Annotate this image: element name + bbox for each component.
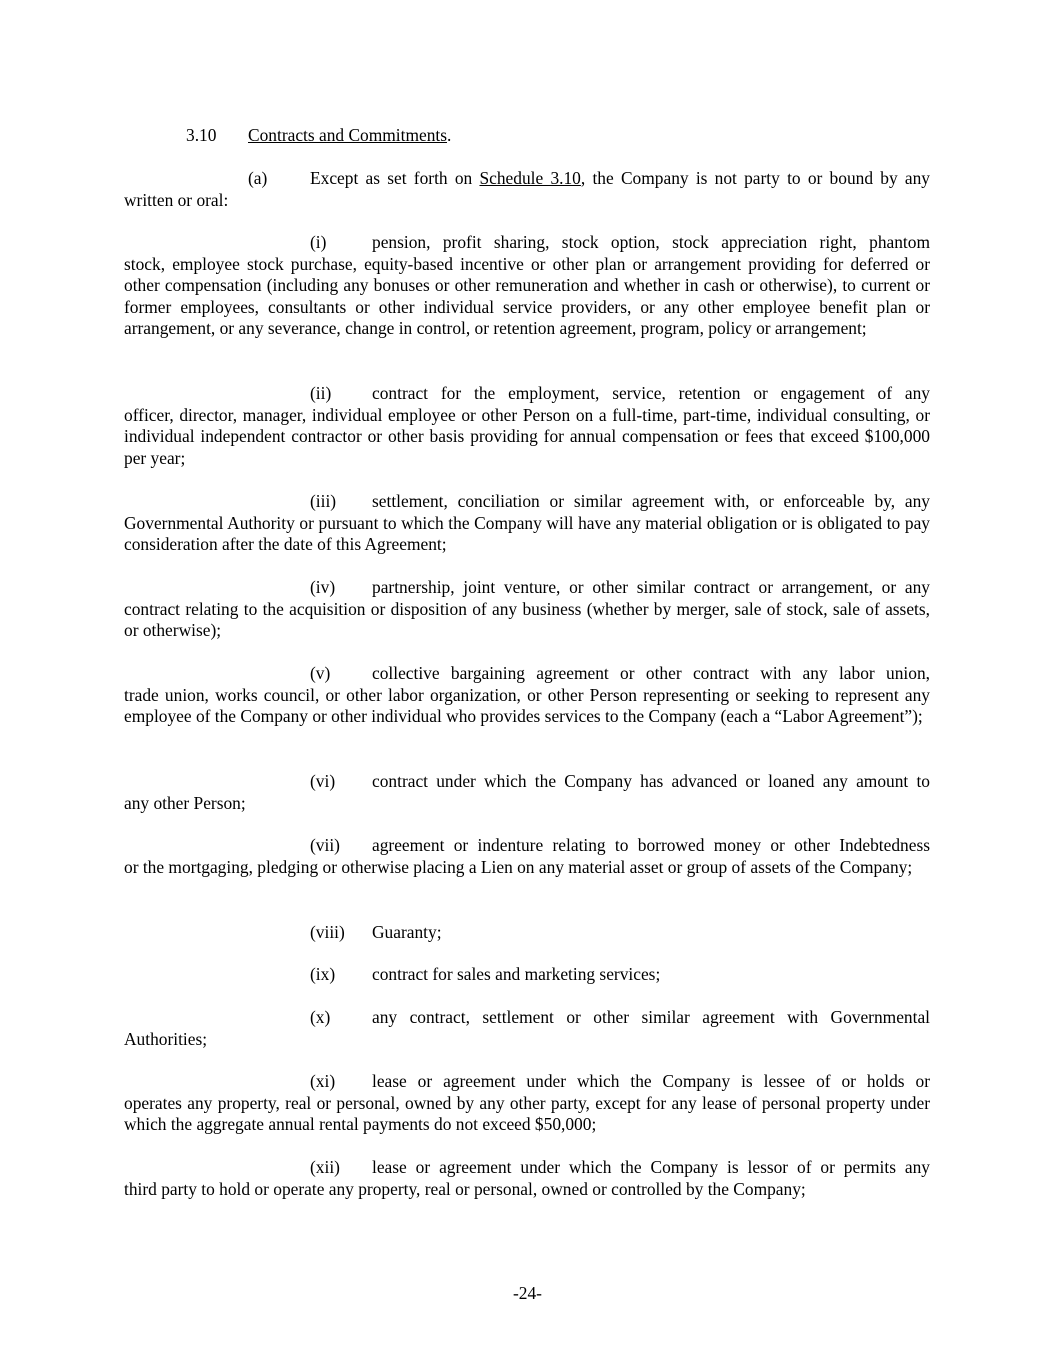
item-first-line: agreement or indenture relating to borrowed money or other Indebtedness xyxy=(372,835,930,855)
section-title xyxy=(248,125,451,147)
item-label: (iii) xyxy=(310,491,337,511)
section-number: 3.10 xyxy=(186,125,217,145)
item-first-line: lease or agreement under which the Company is lessor of or permits any xyxy=(372,1157,930,1177)
item-xii xyxy=(124,1157,930,1200)
intro-text-before: Except as set forth on xyxy=(310,168,480,188)
item-continuation: Authorities; xyxy=(124,1028,208,1049)
item-first-line: partnership, joint venture, or other similar contract or arrangement, or any xyxy=(372,577,930,597)
item-first-line: contract for sales and marketing services; xyxy=(372,964,661,984)
item-label: (i) xyxy=(310,232,327,252)
item-continuation: any other Person; xyxy=(124,792,246,813)
item-i xyxy=(124,232,930,340)
item-viii xyxy=(124,922,930,944)
item-continuation: contract relating to the acquisition or disposition of any business (whether by merger, sale of stock, sale of assets, or otherwise); xyxy=(124,598,930,641)
section-title-punct: . xyxy=(447,125,452,145)
item-label: (vii) xyxy=(310,835,340,855)
item-ix xyxy=(124,964,930,986)
item-xi xyxy=(124,1071,930,1136)
intro-label: (a) xyxy=(248,168,268,188)
item-ii xyxy=(124,383,930,469)
item-first-line: pension, profit sharing, stock option, stock appreciation right, phantom xyxy=(372,232,930,252)
item-first-line: collective bargaining agreement or other contract with any labor union, xyxy=(372,663,930,683)
item-label: (iv) xyxy=(310,577,336,597)
item-continuation: third party to hold or operate any property, real or personal, owned or controlled by the Company; xyxy=(124,1178,806,1199)
intro-paragraph xyxy=(124,168,930,211)
section-title-text: Contracts and Commitments xyxy=(248,125,448,145)
item-label: (v) xyxy=(310,663,331,683)
item-first-line: any contract, settlement or other similar agreement with Governmental xyxy=(372,1007,930,1027)
item-first-line: lease or agreement under which the Company is lessee of or holds or xyxy=(372,1071,930,1091)
item-vi xyxy=(124,771,930,814)
item-label: (ii) xyxy=(310,383,332,403)
item-label: (ix) xyxy=(310,964,336,984)
intro-text-after: , the Company is not party to or bound by any xyxy=(580,168,930,188)
page-number: -24- xyxy=(513,1283,542,1303)
item-first-line: Guaranty; xyxy=(372,922,442,942)
item-vii xyxy=(124,835,930,878)
item-label: (x) xyxy=(310,1007,331,1027)
item-x xyxy=(124,1007,930,1050)
item-continuation: operates any property, real or personal, owned by any other party, except for any lease of personal property under which the aggregate annual rental payments do not exceed $50,000; xyxy=(124,1092,930,1135)
item-v xyxy=(124,663,930,728)
item-iii xyxy=(124,491,930,556)
item-first-line: contract for the employment, service, retention or engagement of any xyxy=(372,383,930,403)
intro-first-line xyxy=(310,168,930,190)
item-continuation: Governmental Authority or pursuant to which the Company will have any material obligation or is obligated to pay consideration after the date of this Agreement; xyxy=(124,512,930,555)
item-label: (vi) xyxy=(310,771,336,791)
schedule-reference: Schedule 3.10 xyxy=(479,168,581,188)
item-label: (xi) xyxy=(310,1071,336,1091)
item-iv xyxy=(124,577,930,642)
item-first-line: contract under which the Company has advanced or loaned any amount to xyxy=(372,771,930,791)
item-continuation: trade union, works council, or other labor organization, or other Person representing or seeking to represent any employee of the Company or other individual who provides services to the Company (each a “Labor Agreement”); xyxy=(124,684,930,727)
item-continuation: stock, employee stock purchase, equity-based incentive or other plan or arrangement providing for deferred or other compensation (including any bonuses or other remuneration and whether in cash or otherwise), to current or former employees, consultants or other individual service providers, or any other employee benefit plan or arrangement, or any severance, change in control, or retention agreement, program, policy or arrangement; xyxy=(124,253,930,339)
item-label: (xii) xyxy=(310,1157,340,1177)
item-continuation: or the mortgaging, pledging or otherwise placing a Lien on any material asset or group of assets of the Company; xyxy=(124,856,913,877)
item-continuation: officer, director, manager, individual employee or other Person on a full-time, part-time, individual consulting, or individual independent contractor or other basis providing for annual compensation or fees that exceed $100,000 per year; xyxy=(124,404,930,468)
item-label: (viii) xyxy=(310,922,345,942)
intro-continuation: written or oral: xyxy=(124,189,229,210)
item-first-line: settlement, conciliation or similar agreement with, or enforceable by, any xyxy=(372,491,930,511)
